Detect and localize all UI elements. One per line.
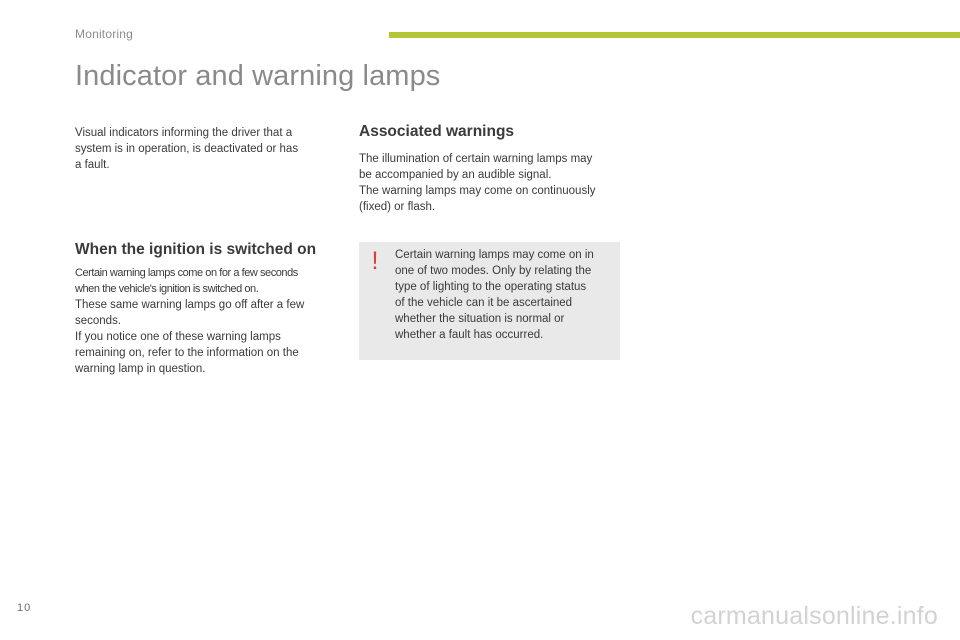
- exclamation-icon: !: [371, 247, 379, 275]
- note-text: Certain warning lamps may come on in one of two modes. Only by relating the type of lighting to the operating status of the vehicle can it be ascertained whether the situation is normal or whether a fault has occurred.: [395, 249, 594, 341]
- page-title: Indicator and warning lamps: [75, 60, 441, 92]
- ignition-paragraph-tight: Certain warning lamps come on for a few seconds when the vehicle's ignition is switched on.: [75, 267, 298, 295]
- associated-warnings-paragraph: The illumination of certain warning lamps may be accompanied by an audible signal. The warning lamps may come on continuously (fixed) or flash.: [359, 153, 596, 213]
- watermark: carmanualsonline.info: [690, 602, 938, 630]
- ignition-heading: When the ignition is switched on: [75, 241, 317, 258]
- ignition-body: [75, 265, 343, 377]
- page-number: 10: [17, 602, 32, 614]
- associated-warnings-heading: Associated warnings: [359, 123, 515, 140]
- intro-paragraph: Visual indicators informing the driver that a system is in operation, is deactivated or has a fault.: [75, 127, 299, 171]
- header-accent-rule: [389, 32, 960, 38]
- right-column: [359, 123, 624, 215]
- ignition-paragraph: These same warning lamps go off after a few seconds. If you notice one of these warning lamps remaining on, refer to the information on the warning lamp in question.: [75, 299, 305, 375]
- note-box: [359, 242, 620, 360]
- section-label: Monitoring: [75, 27, 134, 41]
- left-column: [75, 125, 343, 173]
